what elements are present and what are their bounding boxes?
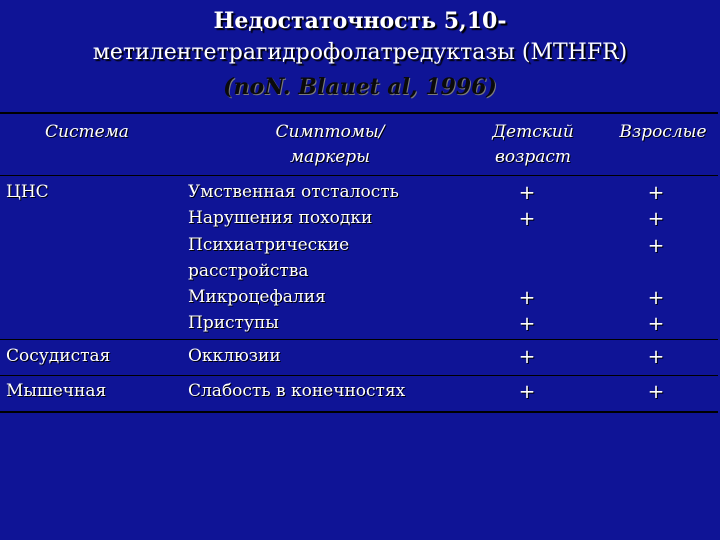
- row-cns-symptoms: [188, 179, 399, 337]
- header-child: [478, 120, 588, 170]
- row-muscular-child-mark: +: [518, 379, 536, 403]
- row-muscular-symptom: Слабость в конечностях: [188, 381, 406, 401]
- adult-mark: +: [647, 180, 665, 204]
- slide-title-line-1: Недостаточность 5,10-: [213, 8, 507, 34]
- child-mark: [512, 258, 542, 284]
- adult-mark: +: [647, 206, 665, 231]
- row-divider: [0, 339, 718, 340]
- adult-mark: [641, 258, 671, 284]
- header-adult: Взрослые: [619, 122, 707, 142]
- row-vascular-system: Сосудистая: [6, 346, 111, 366]
- symptom-gait-disorders: Нарушения походки: [188, 208, 373, 229]
- row-divider: [0, 375, 718, 376]
- row-vascular-adult-mark: +: [647, 344, 665, 368]
- child-mark: +: [518, 311, 536, 336]
- slide-title-line-2: метилентетрагидрофолатредуктазы (MTHFR): [92, 40, 628, 65]
- mthfr-symptoms-table: [0, 112, 718, 413]
- row-cns-adult-marks: [641, 179, 671, 337]
- row-cns-system: ЦНС: [6, 182, 49, 202]
- row-muscular-system: Мышечная: [6, 381, 107, 401]
- header-system: Система: [45, 122, 129, 142]
- child-mark: +: [518, 180, 536, 204]
- symptom-microcephaly: Микроцефалия: [188, 287, 326, 308]
- child-mark: +: [518, 206, 536, 231]
- header-symptoms-line1: Симптомы/: [275, 122, 385, 142]
- header-divider: [0, 175, 718, 176]
- header-child-line2: возраст: [494, 147, 572, 167]
- row-vascular-symptom: Окклюзии: [188, 346, 281, 366]
- header-child-line1: Детский: [492, 122, 574, 142]
- child-mark: +: [518, 285, 536, 310]
- adult-mark: +: [647, 232, 665, 257]
- adult-mark: +: [647, 311, 665, 336]
- symptom-seizures: Приступы: [188, 313, 279, 334]
- symptom-psychiatric: Психиатрические: [188, 234, 350, 255]
- header-symptoms-line2: маркеры: [289, 147, 371, 167]
- slide-citation: (поN. Blauet al, 1996): [223, 74, 497, 100]
- row-muscular-adult-mark: +: [647, 379, 665, 403]
- row-cns-child-marks: [512, 179, 542, 337]
- row-vascular-child-mark: +: [518, 344, 536, 368]
- symptom-disorders: расстройства: [188, 260, 309, 281]
- symptom-mental-retardation: Умственная отсталость: [188, 182, 399, 202]
- adult-mark: +: [647, 285, 665, 310]
- header-symptoms: [230, 120, 430, 170]
- child-mark: [512, 232, 542, 258]
